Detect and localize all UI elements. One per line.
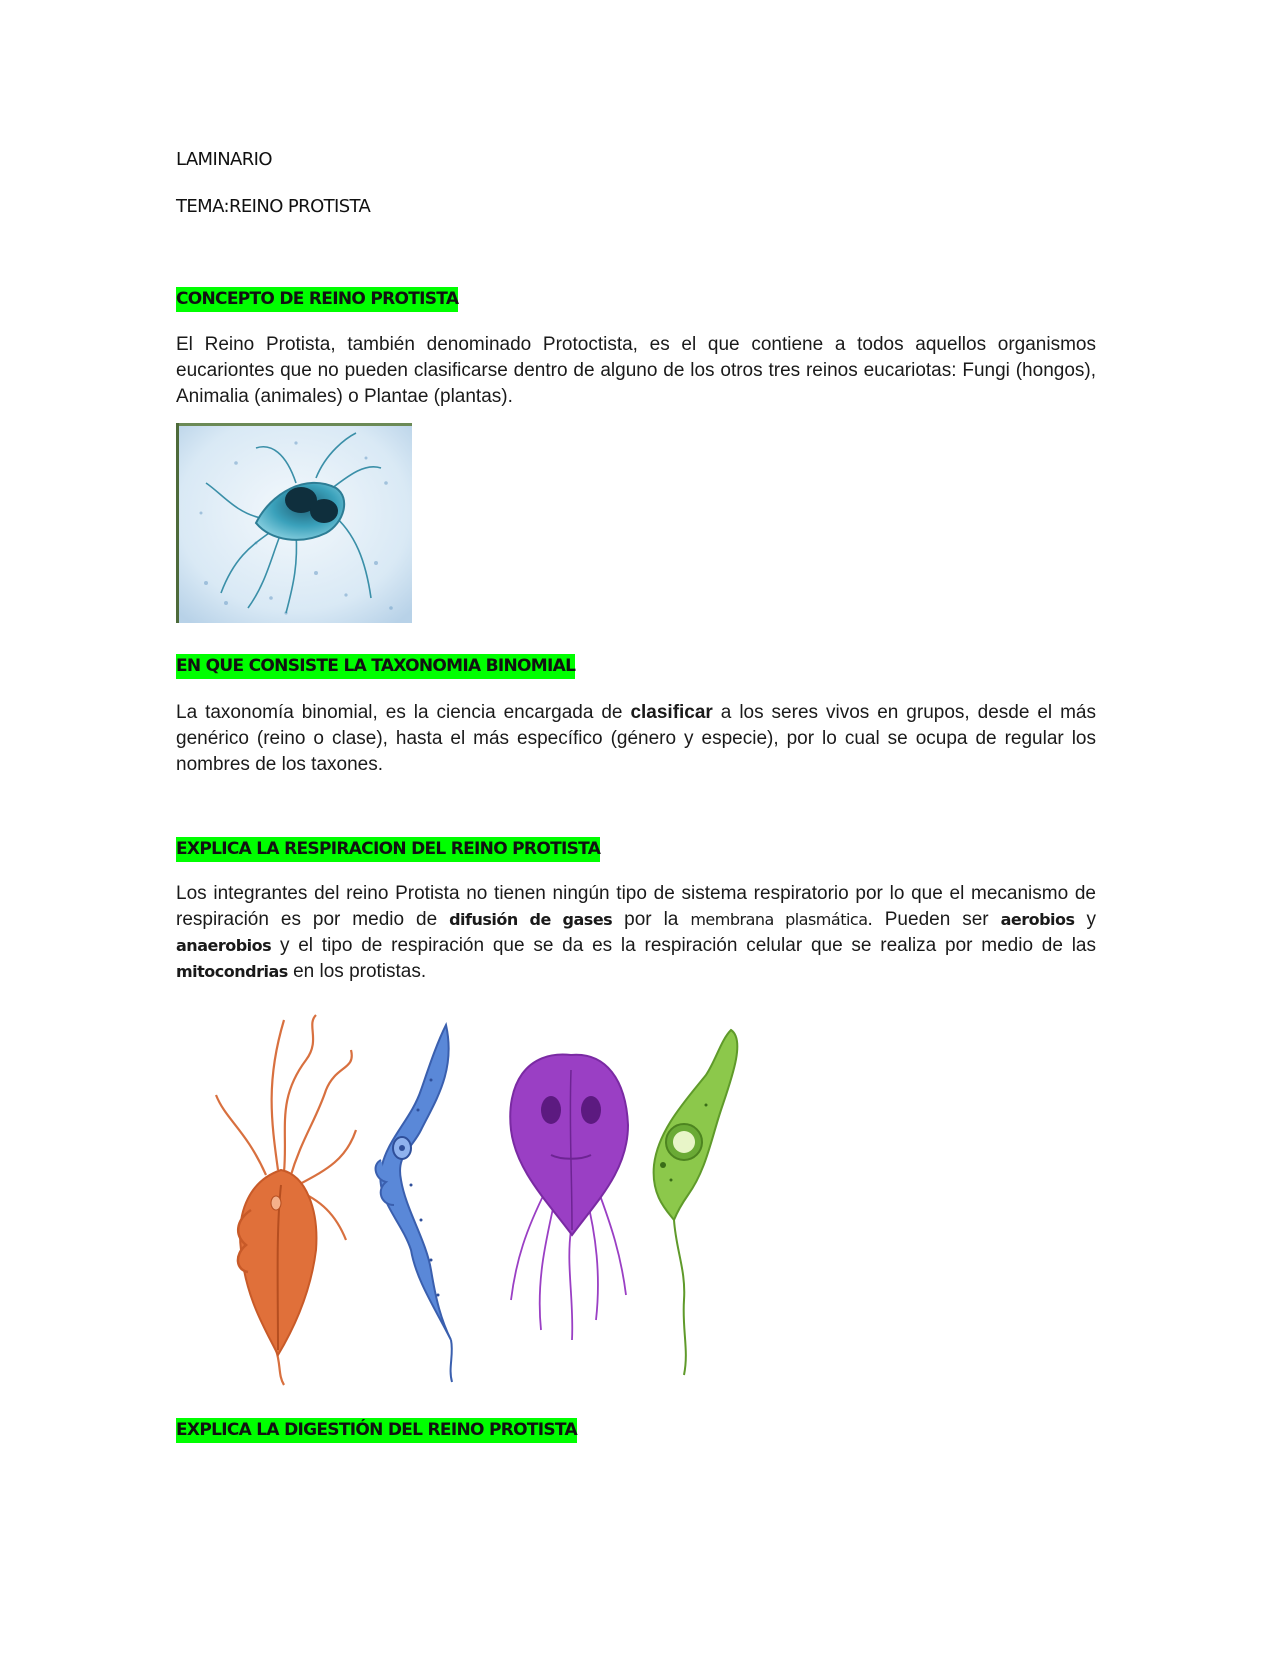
- paragraph-taxonomy: [176, 700, 1096, 778]
- document-topic: TEMA:REINO PROTISTA: [176, 196, 371, 217]
- taxonomy-text-2: a los seres vivos en grupos, desde el más genérico (reino o clase), hasta el más específico (género y especie), por lo cual se ocupa de regular los nombres de los taxones.: [176, 702, 1096, 775]
- section-heading-respiration: EXPLICA LA RESPIRACION DEL REINO PROTISTA: [176, 837, 600, 862]
- green-protist-icon: [654, 1030, 738, 1375]
- respiration-bold-aerobios: aerobios: [1000, 910, 1075, 929]
- orange-protist-icon: [216, 1015, 356, 1385]
- paragraph-respiration: [176, 881, 1096, 985]
- microscope-protist-image: [176, 423, 412, 623]
- document-title: LAMINARIO: [176, 149, 272, 170]
- respiration-bold-anaerobios: anaerobios: [176, 936, 272, 955]
- respiration-text-4: y: [1074, 909, 1096, 930]
- taxonomy-bold-clasificar: clasificar: [630, 702, 713, 723]
- respiration-bold-diffusion: difusión de gases: [449, 910, 613, 929]
- section-heading-taxonomy: EN QUE CONSISTE LA TAXONOMIA BINOMIAL: [176, 654, 575, 679]
- protists-illustration: [206, 1010, 776, 1390]
- section-heading-digestion: EXPLICA LA DIGESTIÓN DEL REINO PROTISTA: [176, 1418, 577, 1443]
- respiration-membrane: membrana plasmática: [690, 910, 868, 929]
- respiration-text-6: en los protistas.: [287, 961, 427, 982]
- paragraph-concept: El Reino Protista, también denominado Protoctista, es el que contiene a todos aquellos organismos eucariontes que no pueden clasificarse dentro de alguno de los otros tres reinos eucariotas: Fungi (hongos), Animalia (animales) o Plantae (plantas).: [176, 334, 1096, 407]
- respiration-text-5: y el tipo de respiración que se da es la respiración celular que se realiza por medio de las: [271, 935, 1096, 956]
- respiration-text-2: por la: [612, 909, 691, 930]
- blue-protist-icon: [376, 1025, 452, 1382]
- respiration-text-3: . Pueden ser: [867, 909, 1001, 930]
- taxonomy-text-1: La taxonomía binomial, es la ciencia encargada de: [176, 702, 631, 723]
- section-heading-concept: CONCEPTO DE REINO PROTISTA: [176, 287, 458, 312]
- purple-protist-icon: [510, 1055, 628, 1340]
- respiration-bold-mitocondrias: mitocondrias: [176, 962, 288, 981]
- respiration-text-1: Los integrantes del reino Protista no tienen ningún tipo de sistema respiratorio por lo que el mecanismo de respiración es por medio de: [176, 883, 1096, 930]
